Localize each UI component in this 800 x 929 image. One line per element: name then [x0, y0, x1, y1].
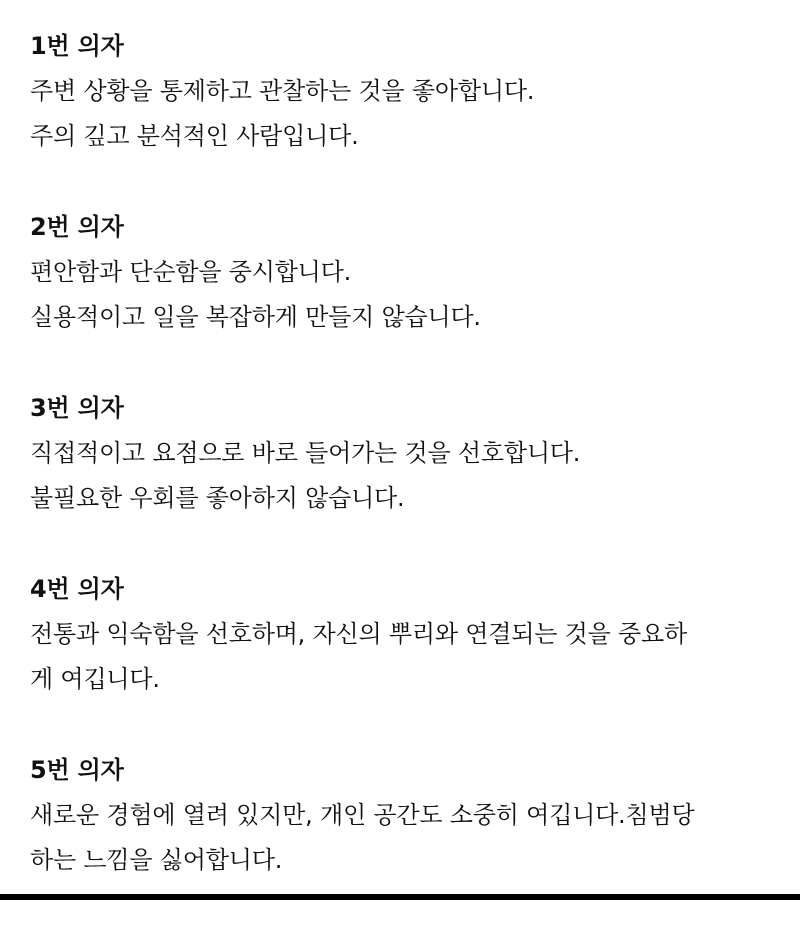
description-line: 게 여깁니다.	[30, 665, 160, 693]
description-line: 전통과 익숙함을 선호하며, 자신의 뿌리와 연결되는 것을 중요하	[30, 620, 688, 648]
chair-section-5	[30, 748, 780, 883]
chair-title: 4번 의자	[30, 575, 124, 603]
description-line: 새로운 경험에 열려 있지만, 개인 공간도 소중히 여깁니다.침범당	[30, 801, 695, 829]
description-line: 편안함과 단순함을 중시합니다.	[30, 258, 352, 286]
description-line: 하는 느낌을 싫어합니다.	[30, 846, 283, 874]
description-line: 불필요한 우회를 좋아하지 않습니다.	[30, 484, 405, 512]
chair-section-4	[30, 567, 780, 702]
bottom-divider	[0, 894, 800, 900]
chair-section-2	[30, 205, 780, 340]
chair-title: 3번 의자	[30, 394, 124, 422]
chair-section-1	[30, 24, 780, 159]
chair-title: 2번 의자	[30, 213, 124, 241]
description-line: 주의 깊고 분석적인 사람입니다.	[30, 122, 359, 150]
description-line: 직접적이고 요점으로 바로 들어가는 것을 선호합니다.	[30, 439, 581, 467]
chair-descriptions	[30, 24, 780, 929]
chair-title: 5번 의자	[30, 756, 124, 784]
chair-title: 1번 의자	[30, 32, 124, 60]
description-line: 주변 상황을 통제하고 관찰하는 것을 좋아합니다.	[30, 77, 535, 105]
chair-section-3	[30, 386, 780, 521]
description-line: 실용적이고 일을 복잡하게 만들지 않습니다.	[30, 303, 481, 331]
